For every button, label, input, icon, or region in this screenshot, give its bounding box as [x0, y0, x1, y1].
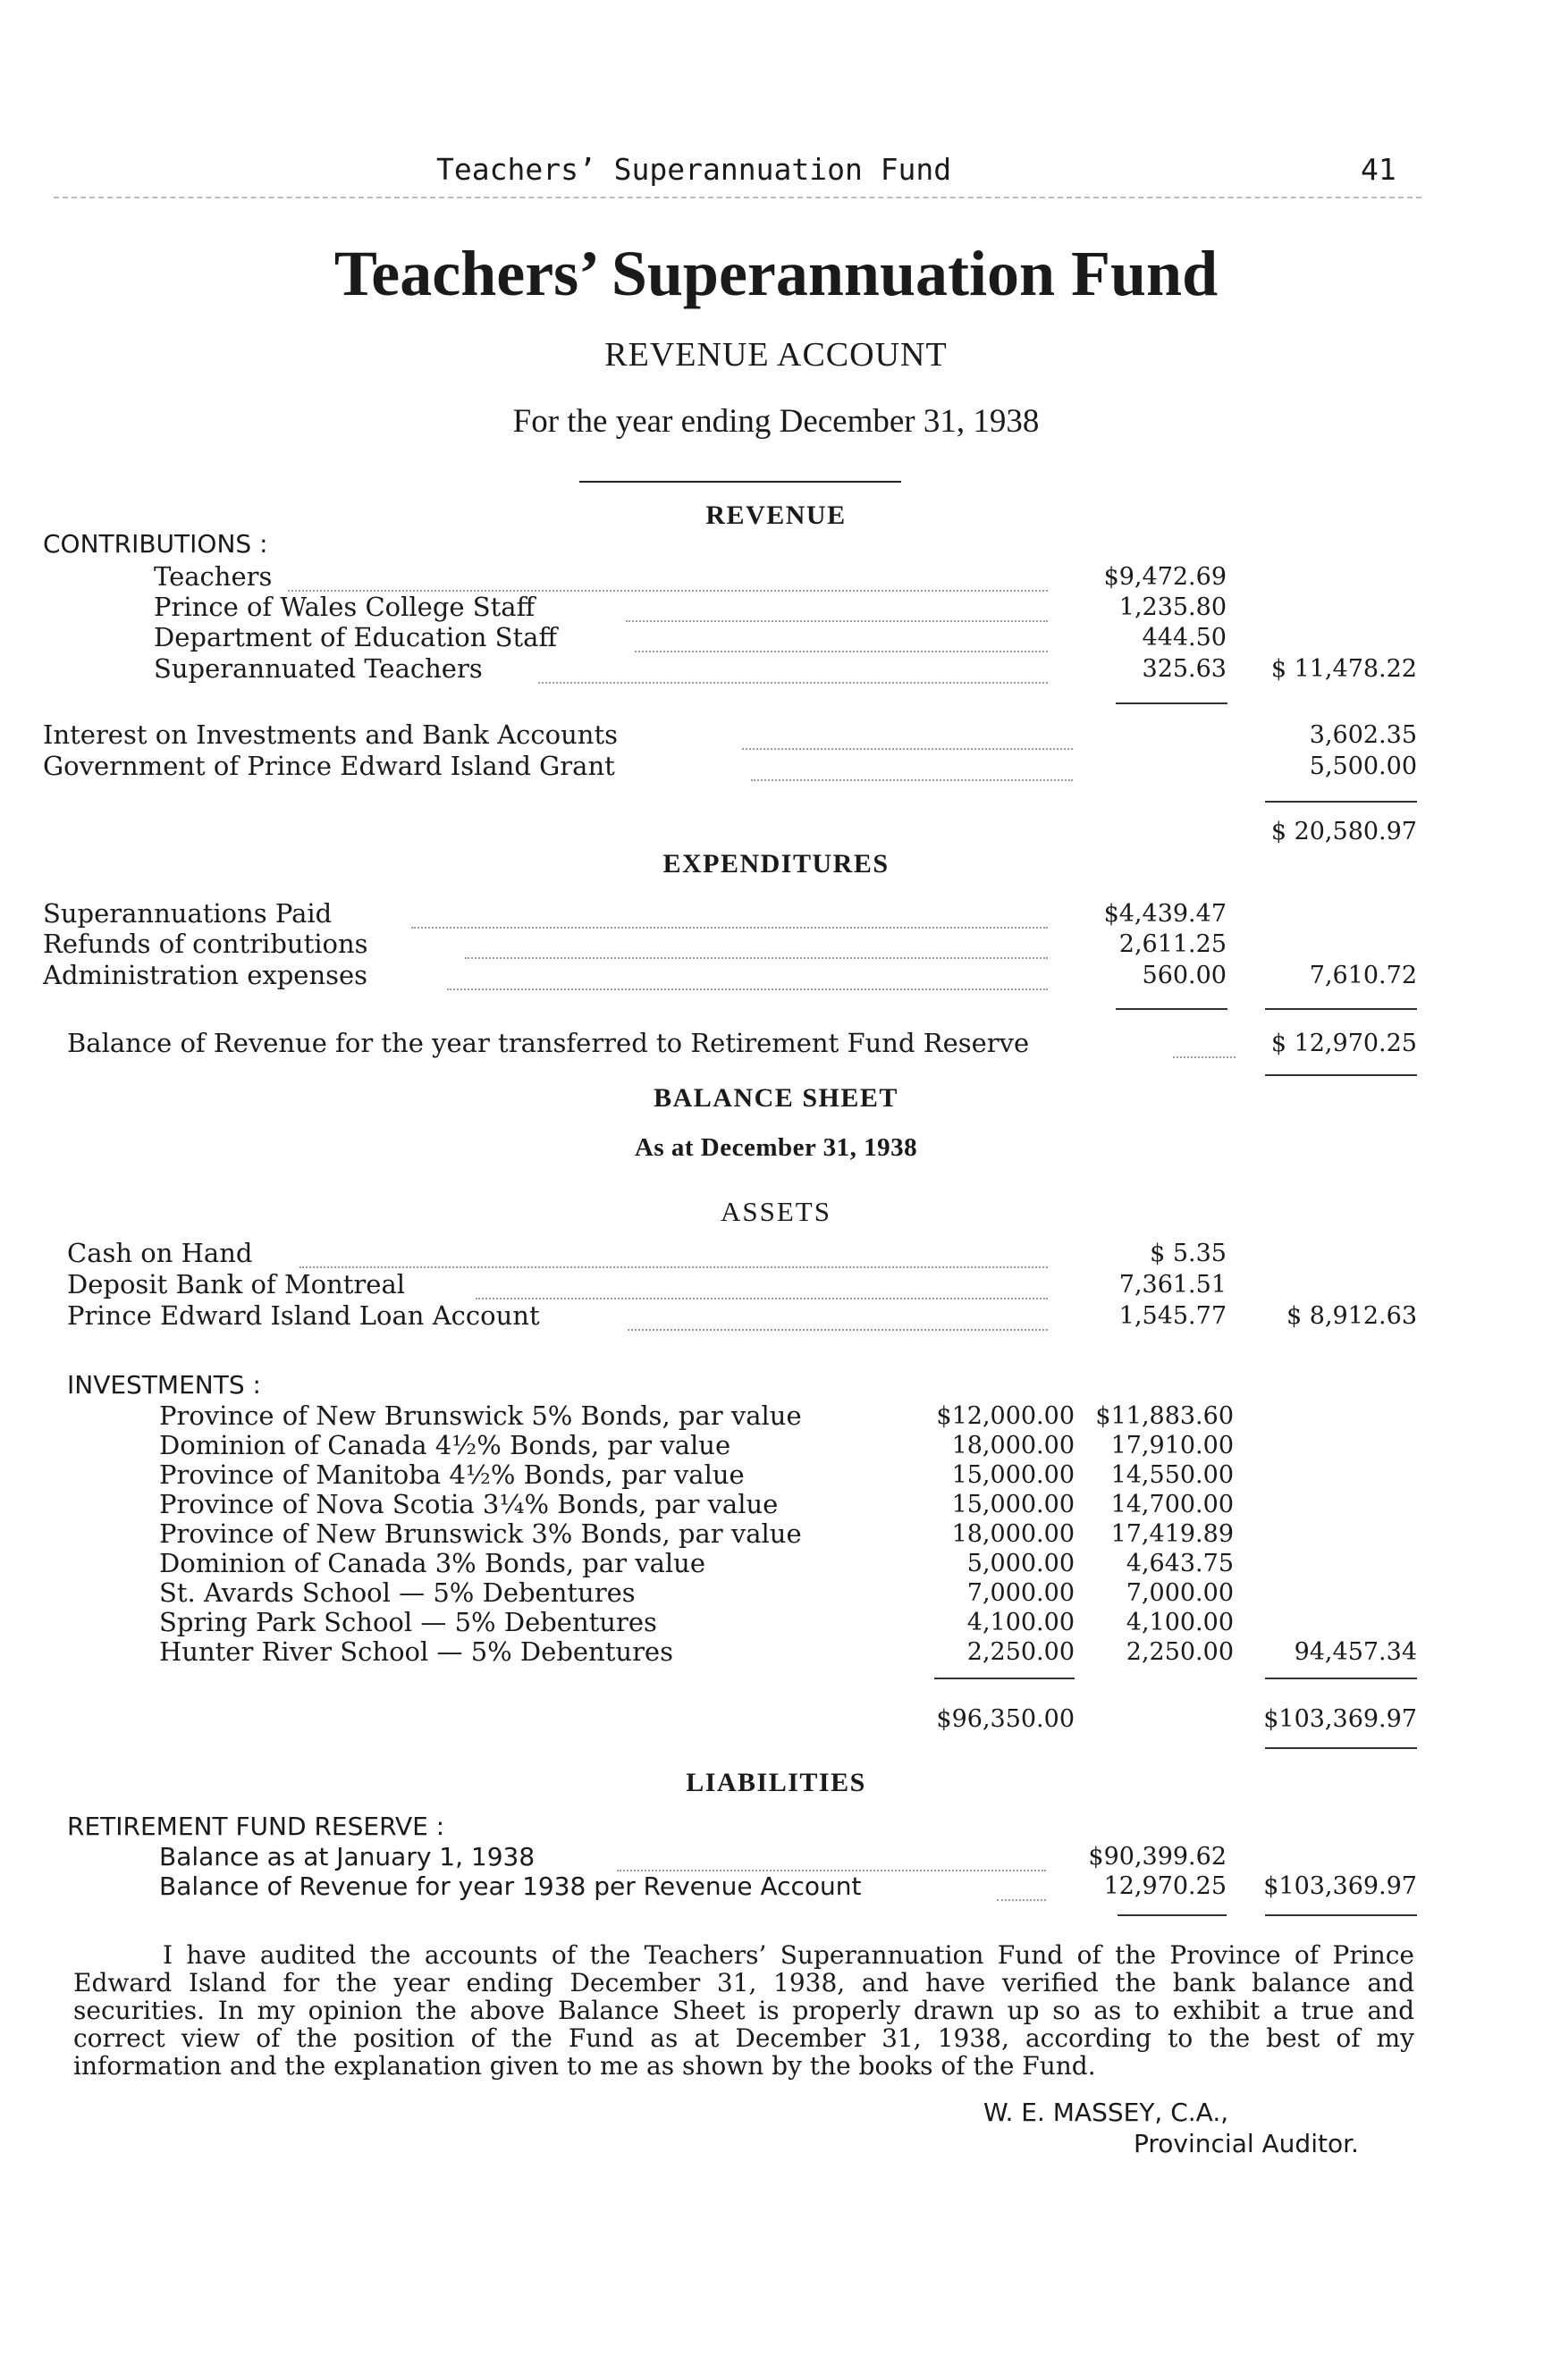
expenditure-amount: $4,439.47 [1103, 900, 1227, 928]
investments-total: 94,457.34 [1294, 1638, 1417, 1666]
revenue-other-label: Interest on Investments and Bank Accounts [43, 719, 618, 750]
assets-heading: ASSETS [721, 1196, 831, 1227]
assets-total: $103,369.97 [1263, 1705, 1417, 1733]
auditor-title: Provincial Auditor. [1134, 2129, 1359, 2158]
auditor-statement-text: I have audited the accounts of the Teachers’ Superannuation Fund of the Province of Prince Edward Island for the year ending December 31, 1938, and have verified the bank balance and securities. In my opinion the above Balance Sheet is properly drawn up so as to exhibit a true and correct view of the position of the Fund as at December 31, 1938, according to the best of my information and the explanation given to me as shown by the books of the Fund. [73, 1940, 1414, 2081]
running-header-title: Teachers’ Superannuation Fund [436, 152, 952, 187]
cash-label: Deposit Bank of Montreal [67, 1269, 406, 1299]
revenue-other-amount: 5,500.00 [1309, 753, 1417, 780]
leader-dots [411, 927, 1048, 929]
investment-label: Hunter River School — 5% Debentures [159, 1636, 673, 1667]
investment-par: 18,000.00 [951, 1520, 1075, 1548]
revenue-item-amount: $9,472.69 [1103, 563, 1227, 591]
expenditure-label: Superannuations Paid [43, 898, 333, 929]
expenditure-label: Refunds of contributions [43, 929, 368, 959]
investment-par: 5,000.00 [966, 1550, 1075, 1577]
investment-label: Dominion of Canada 4½% Bonds, par value [159, 1430, 731, 1460]
reserve-item-amount: 12,970.25 [1103, 1872, 1227, 1900]
assets-total-rule [1265, 1678, 1417, 1679]
leader-dots [997, 1899, 1046, 1901]
investment-book: 4,643.75 [1126, 1550, 1234, 1577]
cash-amount: 1,545.77 [1118, 1302, 1227, 1330]
revenue-item-label: Department of Education Staff [154, 622, 558, 652]
revenue-other-label: Government of Prince Edward Island Grant [43, 751, 615, 781]
reserve-item-label: Balance of Revenue for year 1938 per Revenue Account [159, 1871, 862, 1901]
cash-amount: $ 5.35 [1150, 1240, 1227, 1267]
subtotal-rule [1116, 702, 1227, 704]
page-title: Teachers’ Superannuation Fund [333, 238, 1219, 309]
expenditure-label: Administration expenses [43, 960, 368, 990]
investment-book: 14,700.00 [1110, 1491, 1234, 1518]
investment-label: Province of New Brunswick 3% Bonds, par value [159, 1518, 802, 1549]
leader-dots [465, 957, 1048, 959]
assets-total-underline [1265, 1747, 1417, 1749]
balance-sheet-heading: BALANCE SHEET [654, 1083, 898, 1113]
reserve-item-label: Balance as at January 1, 1938 [159, 1842, 536, 1871]
leader-dots [742, 748, 1073, 750]
leader-dots [476, 1298, 1048, 1299]
investments-label: INVESTMENTS : [67, 1370, 261, 1400]
reserve-rule [1118, 1914, 1227, 1916]
expenditures-heading: EXPENDITURES [662, 849, 890, 879]
expenditure-total-rule [1265, 1008, 1417, 1010]
header-divider [54, 197, 1421, 198]
expenditure-amount: 2,611.25 [1118, 930, 1227, 958]
leader-dots [1173, 1056, 1236, 1058]
revenue-item-label: Prince of Wales College Staff [154, 592, 536, 622]
cash-total: $ 8,912.63 [1286, 1302, 1417, 1330]
investment-par: 2,250.00 [966, 1638, 1075, 1666]
contributions-label: CONTRIBUTIONS : [43, 529, 268, 559]
revenue-total-rule [1265, 801, 1417, 803]
investment-label: Province of Manitoba 4½% Bonds, par value [159, 1459, 745, 1490]
investment-par: 15,000.00 [951, 1491, 1075, 1518]
investment-par: $12,000.00 [936, 1402, 1075, 1430]
investment-book: 17,419.89 [1110, 1520, 1234, 1548]
balance-of-revenue-label: Balance of Revenue for the year transferred to Retirement Fund Reserve [67, 1028, 1030, 1058]
auditor-statement [73, 1941, 1414, 2080]
cash-label: Cash on Hand [67, 1238, 253, 1268]
investment-label: Dominion of Canada 3% Bonds, par value [159, 1548, 705, 1578]
reserve-item-amount: $90,399.62 [1088, 1843, 1227, 1871]
par-total: $96,350.00 [936, 1705, 1075, 1733]
balance-of-revenue-amount: $ 12,970.25 [1270, 1030, 1417, 1057]
investment-label: Province of New Brunswick 5% Bonds, par value [159, 1400, 802, 1431]
liabilities-total-rule [1265, 1914, 1417, 1916]
page-subtitle: REVENUE ACCOUNT [604, 336, 948, 374]
investment-book: 2,250.00 [1126, 1638, 1234, 1666]
investment-book: 14,550.00 [1110, 1461, 1234, 1489]
year-line: For the year ending December 31, 1938 [512, 403, 1040, 440]
balance-sheet-date: As at December 31, 1938 [634, 1133, 918, 1162]
par-total-rule [934, 1678, 1075, 1679]
investment-book: 7,000.00 [1126, 1579, 1234, 1607]
investment-par: 7,000.00 [966, 1579, 1075, 1607]
liabilities-total: $103,369.97 [1263, 1872, 1417, 1900]
investment-label: Province of Nova Scotia 3¼% Bonds, par value [159, 1489, 779, 1519]
balance-rule [1265, 1074, 1417, 1076]
leader-dots [751, 779, 1073, 781]
revenue-item-amount: 444.50 [1142, 624, 1227, 652]
leader-dots [447, 988, 1048, 990]
investment-label: Spring Park School — 5% Debentures [159, 1607, 657, 1637]
investment-par: 18,000.00 [951, 1432, 1075, 1459]
leader-dots [299, 1266, 1048, 1268]
contributions-total: $ 11,478.22 [1270, 655, 1417, 683]
auditor-signature: W. E. MASSEY, C.A., [983, 2098, 1229, 2127]
revenue-item-label: Superannuated Teachers [154, 653, 483, 684]
leader-dots [626, 620, 1048, 622]
page-number: 41 [1361, 152, 1396, 187]
expenditure-amount: 560.00 [1142, 962, 1227, 989]
reserve-label: RETIREMENT FUND RESERVE : [67, 1812, 445, 1841]
investment-book: 4,100.00 [1126, 1609, 1234, 1636]
liabilities-heading: LIABILITIES [686, 1768, 866, 1797]
investment-label: St. Avards School — 5% Debentures [159, 1577, 636, 1608]
expenditures-total: 7,610.72 [1309, 962, 1417, 989]
cash-amount: 7,361.51 [1118, 1271, 1227, 1299]
leader-dots [538, 682, 1048, 684]
investment-book: $11,883.60 [1095, 1402, 1234, 1430]
cash-label: Prince Edward Island Loan Account [67, 1300, 540, 1331]
investment-par: 4,100.00 [966, 1609, 1075, 1636]
revenue-item-amount: 325.63 [1142, 655, 1227, 683]
revenue-other-amount: 3,602.35 [1309, 721, 1417, 749]
revenue-heading: REVENUE [705, 500, 847, 530]
investment-par: 15,000.00 [951, 1461, 1075, 1489]
investment-book: 17,910.00 [1110, 1432, 1234, 1459]
leader-dots [628, 1329, 1048, 1331]
leader-dots [635, 651, 1048, 652]
title-divider [579, 481, 901, 483]
expenditure-rule [1116, 1008, 1227, 1010]
revenue-total: $ 20,580.97 [1270, 818, 1417, 845]
revenue-item-label: Teachers [154, 561, 273, 592]
revenue-item-amount: 1,235.80 [1118, 593, 1227, 621]
